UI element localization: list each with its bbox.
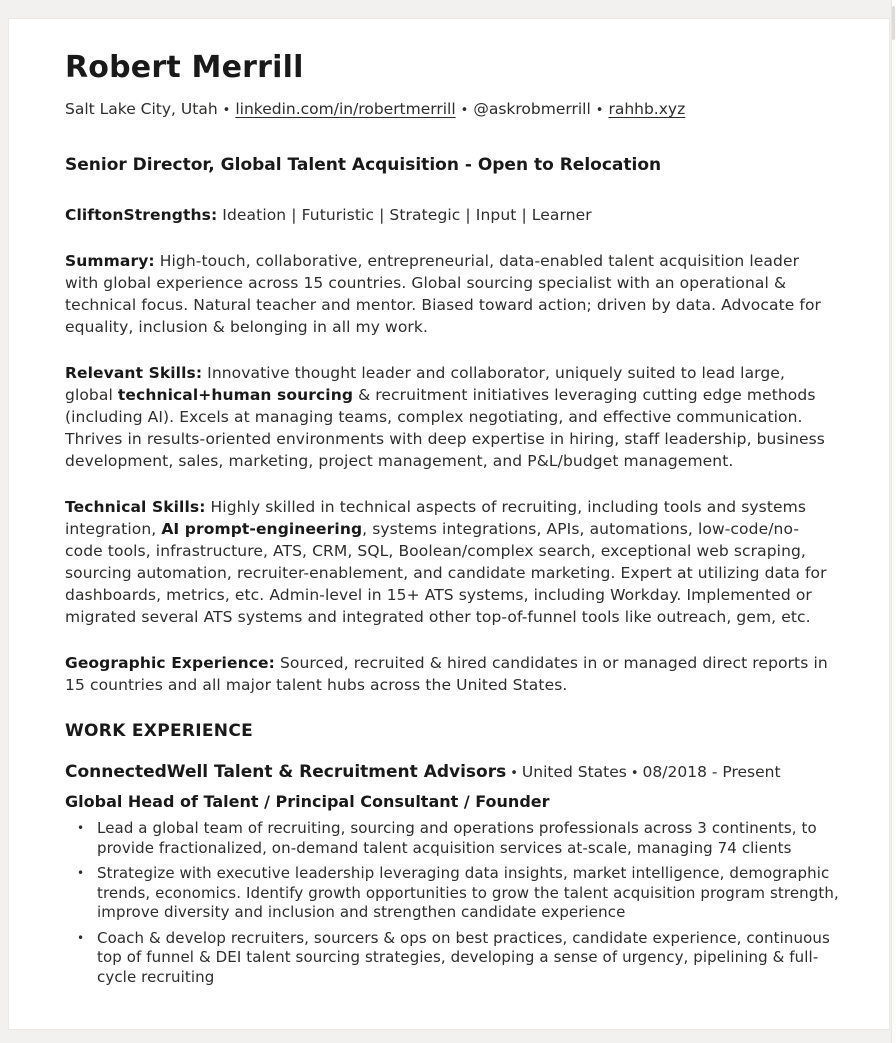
technical-skills-paragraph bbox=[65, 496, 833, 628]
bullet-marker: • bbox=[77, 930, 85, 945]
scrollbar-thumb[interactable] bbox=[892, 6, 895, 40]
technical-skills-label: Technical Skills: bbox=[65, 498, 206, 516]
clifton-strengths-line bbox=[65, 204, 833, 226]
headline: Senior Director, Global Talent Acquisition - Open to Relocation bbox=[65, 155, 662, 175]
technical-skills-text-after: , systems integrations, APIs, automations, low-code/no-code tools, infrastructure, ATS, CRM, SQL, Boolean/complex search, exceptional web scraping, sourcing automation, recruiter-enablement, and candidate marketing. Expert at utilizing data for dashboards, metrics, etc. Admin-level in 15+ ATS systems, including Workday. Implemented or migrated several ATS systems and integrated other top-of-funnel tools like outreach, gem, etc. bbox=[65, 520, 827, 626]
summary-text: High-touch, collaborative, entrepreneurial, data-enabled talent acquisition leader with global experience across 15 countries. Global sourcing specialist with an operational & technical focus. Natural teacher and mentor. Biased toward action; driven by data. Advocate for equality, inclusion & belonging in all my work. bbox=[65, 252, 822, 336]
separator-dot: • bbox=[510, 766, 518, 781]
summary-paragraph bbox=[65, 250, 833, 338]
linkedin-link[interactable]: linkedin.com/in/robertmerrill bbox=[235, 100, 456, 118]
bullet-marker: • bbox=[77, 866, 85, 880]
clifton-strengths-label: CliftonStrengths: bbox=[65, 206, 218, 224]
job-role-title: Global Head of Talent / Principal Consultant / Founder bbox=[65, 792, 550, 811]
resume-page bbox=[8, 18, 890, 1030]
relevant-skills-text-after: & recruitment initiatives leveraging cutting edge methods (including AI). Excels at managing teams, complex negotiating, and effective communication. Thrives in results-oriented environments with deep expertise in hiring, staff leadership, business development, sales, marketing, project management, and P&L/budget management. bbox=[65, 386, 825, 470]
separator-dot: • bbox=[460, 103, 469, 118]
job-bullet-text: Coach & develop recruiters, sourcers & ops on best practices, candidate experience, continuous top of funnel & DEI talent sourcing strategies, developing a sense of urgency, pipelining & full-cycle recruiting bbox=[97, 928, 830, 986]
website-link[interactable]: rahhb.xyz bbox=[608, 100, 686, 118]
geographic-experience-label: Geographic Experience: bbox=[65, 654, 275, 672]
relevant-skills-bold-phrase: technical+human sourcing bbox=[117, 386, 354, 404]
person-name: Robert Merrill bbox=[65, 50, 304, 85]
location-text: Salt Lake City, Utah bbox=[65, 100, 218, 118]
technical-skills-text-before: Highly skilled in technical aspects of recruiting, including tools and systems integration, bbox=[65, 498, 807, 538]
job-bullet-list bbox=[65, 819, 839, 987]
geographic-experience-text: Sourced, recruited & hired candidates in or managed direct reports in 15 countries and all major talent hubs across the United States. bbox=[65, 654, 828, 694]
technical-skills-bold-phrase: AI prompt-engineering bbox=[161, 520, 363, 538]
geographic-experience-paragraph bbox=[65, 652, 833, 696]
relevant-skills-paragraph bbox=[65, 362, 833, 472]
relevant-skills-label: Relevant Skills: bbox=[65, 364, 203, 382]
job-bullet-item bbox=[65, 929, 839, 988]
section-heading-work-experience: WORK EXPERIENCE bbox=[65, 721, 254, 741]
separator-dot: • bbox=[222, 103, 231, 118]
job-bullet-text: Strategize with executive leadership leveraging data insights, market intelligence, demographic trends, economics. Identify growth opportunities to grow the talent acquisition program strength, improve diversity and inclusion and strengthen candidate experience bbox=[97, 864, 839, 921]
social-handle: @askrobmerrill bbox=[473, 100, 591, 118]
clifton-strengths-value: Ideation | Futuristic | Strategic | Input | Learner bbox=[222, 206, 592, 224]
job-location: United States bbox=[521, 763, 627, 781]
separator-dot: • bbox=[595, 103, 604, 118]
job-dates: 08/2018 - Present bbox=[642, 763, 781, 781]
job-company-row bbox=[65, 761, 839, 785]
job-bullet-item bbox=[65, 864, 839, 923]
contact-line bbox=[65, 99, 839, 121]
relevant-skills-text-before: Innovative thought leader and collaborator, uniquely suited to lead large, global bbox=[65, 364, 785, 404]
bullet-marker: • bbox=[77, 821, 85, 835]
job-bullet-item bbox=[65, 819, 839, 858]
company-name: ConnectedWell Talent & Recruitment Advisors bbox=[65, 762, 507, 782]
scrollbar-track[interactable] bbox=[891, 0, 896, 1043]
separator-dot: • bbox=[630, 766, 639, 781]
summary-label: Summary: bbox=[65, 252, 155, 270]
job-bullet-text: Lead a global team of recruiting, sourcing and operations professionals across 3 continents, to provide fractionalized, on-demand talent acquisition services at-scale, managing 74 clients bbox=[97, 819, 817, 857]
